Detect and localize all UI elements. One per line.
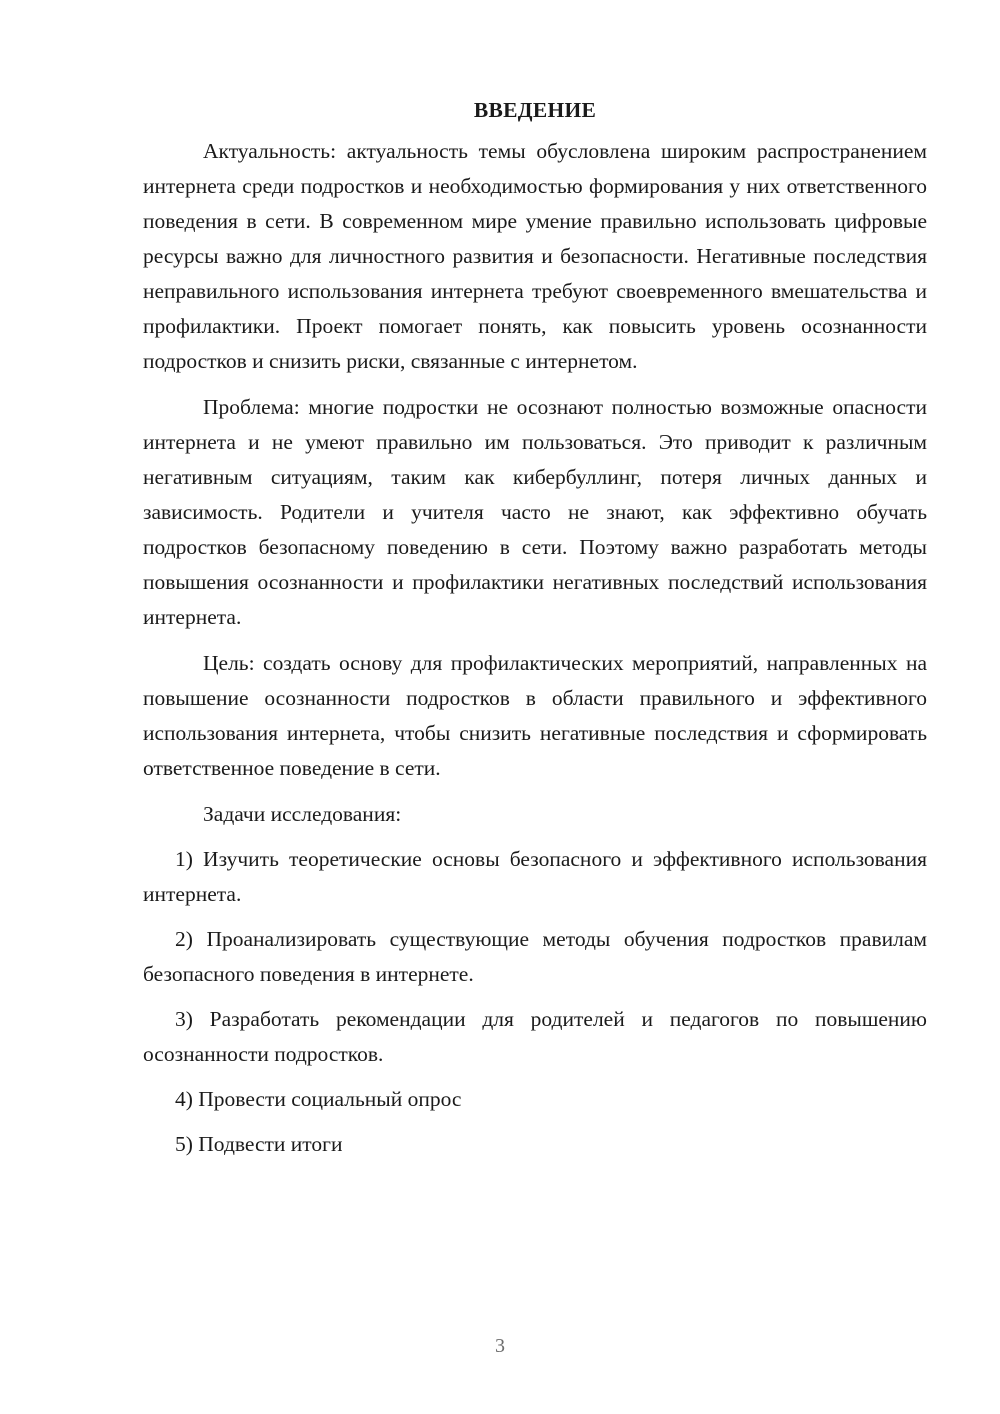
task-item: 2) Проанализировать существующие методы обучения подростков правилам безопасного поведения в интернете.	[143, 927, 927, 986]
task-item: 1) Изучить теоретические основы безопасного и эффективного использования интернета.	[143, 847, 927, 906]
paragraph-goal: Цель: создать основу для профилактических мероприятий, направленных на повышение осознанности подростков в области правильного и эффективного использования интернета, чтобы снизить негативные последствия и сформировать ответственное поведение в сети.	[143, 651, 927, 780]
task-item: 3) Разработать рекомендации для родителей и педагогов по повышению осознанности подростков.	[143, 1007, 927, 1066]
paragraph-problem: Проблема: многие подростки не осознают полностью возможные опасности интернета и не умеют правильно им пользоваться. Это приводит к различным негативным ситуациям, таким как кибербуллинг, потеря личных данных и зависимость. Родители и учителя часто не знают, как эффективно обучать подростков безопасному поведению в сети. Поэтому важно разработать методы повышения осознанности и профилактики негативных последствий использования интернета.	[143, 395, 927, 629]
paragraph-relevance: Актуальность: актуальность темы обусловлена широким распространением интернета среди подростков и необходимостью формирования у них ответственного поведения в сети. В современном мире умение правильно использовать цифровые ресурсы важно для личностного развития и безопасности. Негативные последствия неправильного использования интернета требуют своевременного вмешательства и профилактики. Проект помогает понять, как повысить уровень осознанности подростков и снизить риски, связанные с интернетом.	[143, 139, 927, 373]
task-item: 4) Провести социальный опрос	[175, 1087, 462, 1111]
tasks-list	[143, 842, 927, 1162]
tasks-heading: Задачи исследования:	[203, 802, 402, 826]
page-content	[143, 93, 927, 1172]
section-title: ВВЕДЕНИЕ	[473, 98, 597, 122]
task-item: 5) Подвести итоги	[175, 1132, 343, 1156]
page-number: 3	[495, 1335, 505, 1357]
